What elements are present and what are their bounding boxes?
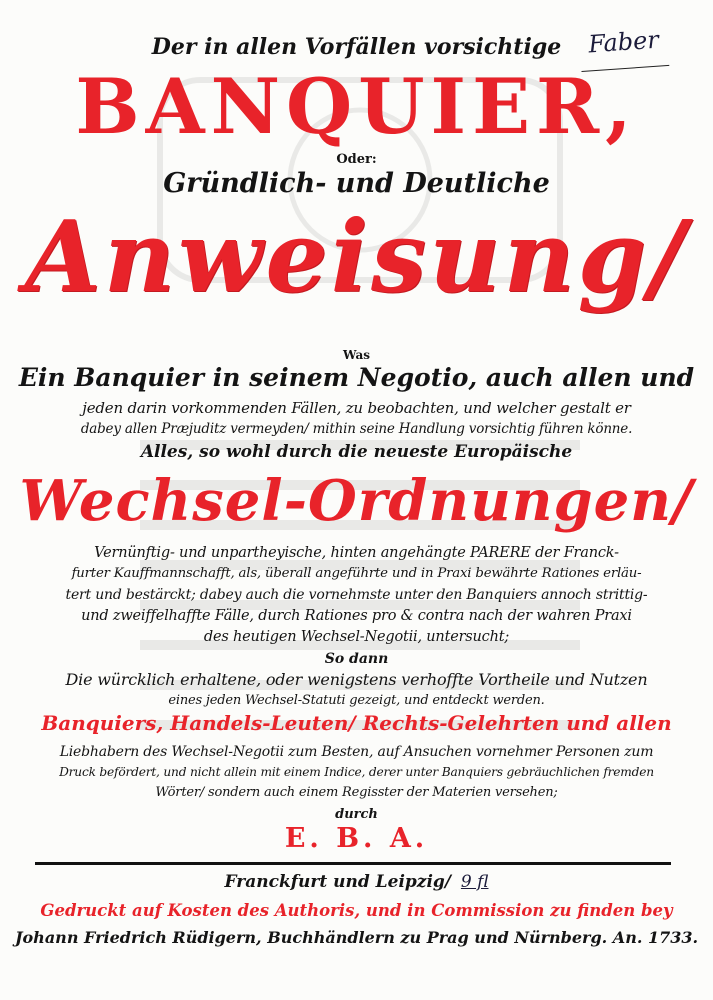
subtitle-line: Gründlich- und Deutliche bbox=[163, 168, 550, 199]
body-line-6: Die würcklich erhaltene, oder wenigstens verhoffte Vortheile und Nutzen bbox=[65, 670, 648, 689]
desc-line-1: Ein Banquier in seinem Negotio, auch allen und bbox=[18, 363, 695, 392]
body-line-5: des heutigen Wechsel-Negotii, untersucht; bbox=[203, 629, 510, 645]
dedication-line: Banquiers, Handels-Leuten/ Rechts-Gelehrten und allen bbox=[41, 711, 672, 735]
desc-line-2: jeden darin vorkommenden Fällen, zu beobachten, und welcher gestalt er bbox=[82, 399, 631, 417]
so-dann-line: So dann bbox=[324, 651, 389, 667]
body-line-10: Wörter/ sondern auch einem Regisster der Materien versehen; bbox=[155, 785, 558, 800]
imprint-place: Franckfurt und Leipzig/ bbox=[224, 872, 451, 892]
imprint-place-line bbox=[0, 872, 713, 892]
body-line-4: und zweiffelhaffte Fälle, durch Rationes pro & contra nach der wahren Praxi bbox=[81, 608, 632, 624]
was-line: Was bbox=[343, 348, 370, 362]
title-wechsel-ordnungen: Wechsel-Ordnungen/ bbox=[19, 468, 694, 534]
intro-line: Der in allen Vorfällen vorsichtige bbox=[151, 34, 562, 60]
title-banquier: BANQUIER, bbox=[75, 62, 638, 151]
author-initials: E. B. A. bbox=[284, 823, 429, 854]
price-note: 9 fl bbox=[460, 872, 489, 892]
durch-line: durch bbox=[335, 807, 378, 822]
owner-signature: Faber bbox=[579, 25, 670, 72]
body-line-2: furter Kauffmannschafft, als, überall angeführte und in Praxi bewährte Rationes erläu- bbox=[71, 566, 642, 581]
body-line-1: Vernünftig- und unpartheyische, hinten angehängte PARERE der Franck- bbox=[94, 545, 619, 561]
imprint-publisher-line: Johann Friedrich Rüdigern, Buchhändlern zu Prag und Nürnberg. An. 1733. bbox=[14, 928, 699, 947]
body-line-9: Druck befördert, und nicht allein mit einem Indice, derer unter Banquiers gebräuchlichen fremden bbox=[59, 765, 654, 779]
body-line-3: tert und bestärckt; dabey auch die vornehmste unter den Banquiers annoch strittig- bbox=[65, 587, 648, 603]
imprint-divider bbox=[35, 862, 671, 865]
oder-line: Oder: bbox=[336, 152, 377, 167]
body-line-7: eines jeden Wechsel-Statuti gezeigt, und entdeckt werden. bbox=[168, 693, 545, 708]
body-line-8: Liebhabern des Wechsel-Negotii zum Besten, auf Ansuchen vornehmer Personen zum bbox=[59, 744, 654, 760]
desc-line-3: dabey allen Præjuditz vermeyden/ mithin seine Handlung vorsichtig führen könne. bbox=[80, 421, 633, 437]
title-anweisung: Anweisung/ bbox=[24, 200, 689, 315]
alles-line: Alles, so wohl durch die neueste Europäische bbox=[140, 442, 573, 462]
imprint-printer-line: Gedruckt auf Kosten des Authoris, und in Commission zu finden bey bbox=[40, 901, 673, 920]
